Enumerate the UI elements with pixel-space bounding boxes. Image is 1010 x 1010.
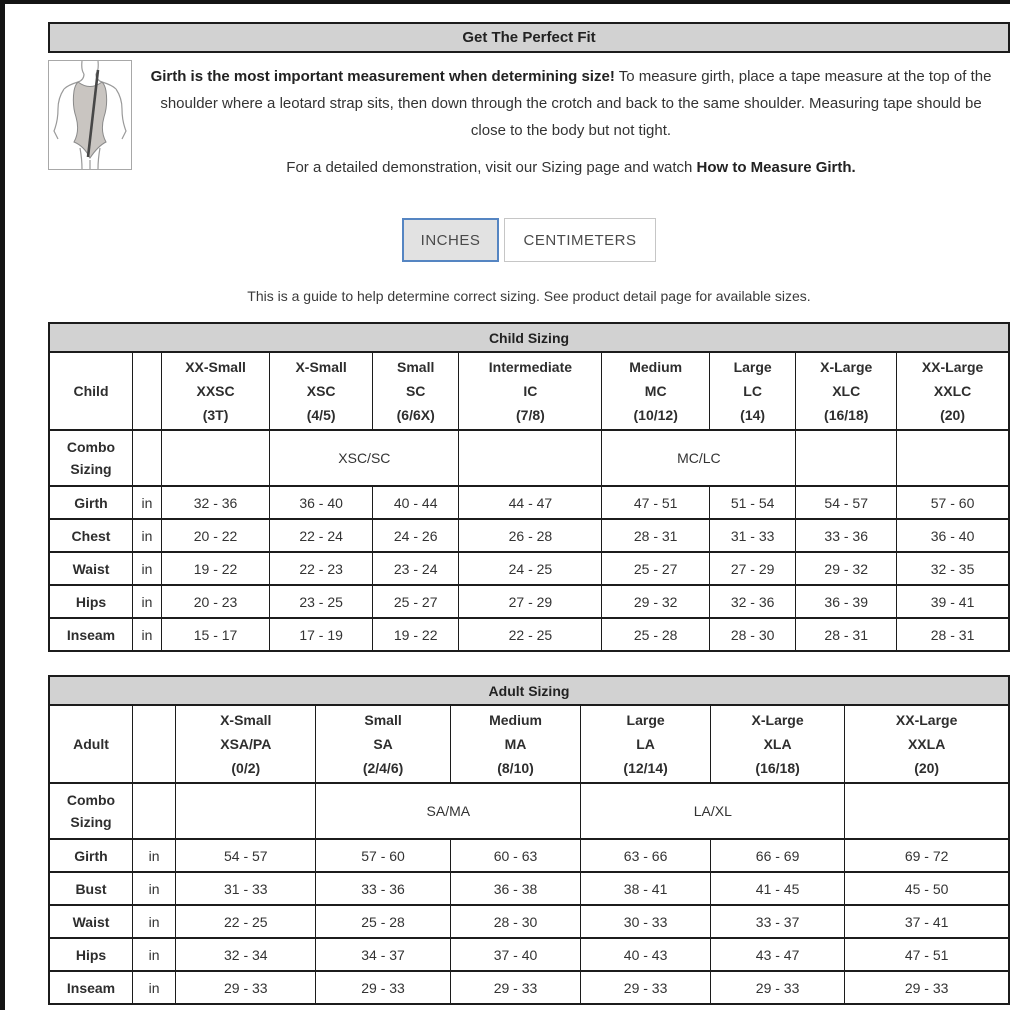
value-cell: 29 - 33 bbox=[316, 971, 450, 1004]
col-sizes: (8/10) bbox=[497, 760, 534, 776]
col-sizes: (20) bbox=[914, 760, 940, 776]
row-label: Waist bbox=[49, 552, 133, 585]
col-header-medium bbox=[450, 705, 581, 783]
empty-cell bbox=[796, 430, 897, 486]
col-name: Large bbox=[733, 359, 772, 375]
col-header-x-small bbox=[270, 352, 373, 430]
adult-combo-row bbox=[49, 783, 1009, 839]
col-sizes: (16/18) bbox=[824, 407, 869, 423]
adult-corner-label: Adult bbox=[49, 705, 133, 783]
row-label: Girth bbox=[49, 839, 133, 872]
value-cell: 20 - 22 bbox=[161, 519, 269, 552]
value-cell: 22 - 24 bbox=[270, 519, 373, 552]
value-cell: 54 - 57 bbox=[176, 839, 316, 872]
col-code: LA bbox=[636, 736, 655, 752]
intro-section bbox=[48, 60, 1010, 178]
value-cell: 30 - 33 bbox=[581, 905, 711, 938]
page-title: Get The Perfect Fit bbox=[48, 22, 1010, 53]
value-cell: 32 - 36 bbox=[709, 585, 795, 618]
empty-cell bbox=[133, 705, 176, 783]
unit-cell: in bbox=[133, 519, 162, 552]
col-header-xx-large bbox=[845, 705, 1009, 783]
value-cell: 63 - 66 bbox=[581, 839, 711, 872]
girth-measurement-figure bbox=[48, 60, 132, 170]
col-header-small bbox=[373, 352, 459, 430]
leotard-illustration-icon bbox=[49, 61, 131, 169]
value-cell: 19 - 22 bbox=[373, 618, 459, 651]
col-code: XXSC bbox=[196, 383, 235, 399]
value-cell: 29 - 32 bbox=[796, 552, 897, 585]
demo-line-text: For a detailed demonstration, visit our Sizing page and watch bbox=[286, 159, 697, 176]
col-sizes: (14) bbox=[740, 407, 766, 423]
empty-cell bbox=[897, 430, 1009, 486]
value-cell: 36 - 40 bbox=[270, 486, 373, 519]
col-name: Small bbox=[397, 359, 435, 375]
unit-cell: in bbox=[133, 905, 176, 938]
col-sizes: (6/6X) bbox=[396, 407, 435, 423]
col-sizes: (20) bbox=[940, 407, 966, 423]
value-cell: 33 - 37 bbox=[710, 905, 844, 938]
value-cell: 33 - 36 bbox=[796, 519, 897, 552]
value-cell: 41 - 45 bbox=[710, 872, 844, 905]
col-name: Medium bbox=[629, 359, 683, 375]
value-cell: 22 - 23 bbox=[270, 552, 373, 585]
col-code: XSA/PA bbox=[220, 736, 272, 752]
col-name: Intermediate bbox=[488, 359, 573, 375]
value-cell: 25 - 27 bbox=[602, 552, 710, 585]
adult-header-row bbox=[49, 705, 1009, 783]
unit-cell: in bbox=[133, 872, 176, 905]
value-cell: 29 - 33 bbox=[710, 971, 844, 1004]
child-chest-row bbox=[49, 519, 1009, 552]
adult-title-row bbox=[49, 676, 1009, 705]
value-cell: 37 - 40 bbox=[450, 938, 581, 971]
value-cell: 15 - 17 bbox=[161, 618, 269, 651]
value-cell: 32 - 34 bbox=[176, 938, 316, 971]
value-cell: 28 - 31 bbox=[897, 618, 1009, 651]
inches-button[interactable]: INCHES bbox=[402, 218, 499, 262]
value-cell: 37 - 41 bbox=[845, 905, 1009, 938]
row-label: Waist bbox=[49, 905, 133, 938]
col-code: SA bbox=[373, 736, 393, 752]
col-header-small bbox=[316, 705, 450, 783]
row-label: Inseam bbox=[49, 971, 133, 1004]
col-name: XX-Large bbox=[895, 712, 958, 728]
col-code: XXLC bbox=[933, 383, 972, 399]
empty-cell bbox=[459, 430, 602, 486]
value-cell: 38 - 41 bbox=[581, 872, 711, 905]
value-cell: 25 - 27 bbox=[373, 585, 459, 618]
value-cell: 29 - 33 bbox=[845, 971, 1009, 1004]
unit-cell: in bbox=[133, 938, 176, 971]
empty-cell bbox=[133, 430, 162, 486]
value-cell: 47 - 51 bbox=[845, 938, 1009, 971]
adult-sizing-table bbox=[48, 675, 1010, 1005]
value-cell: 47 - 51 bbox=[602, 486, 710, 519]
col-header-large bbox=[581, 705, 711, 783]
child-sizing-table bbox=[48, 322, 1010, 652]
value-cell: 36 - 40 bbox=[897, 519, 1009, 552]
col-sizes: (0/2) bbox=[231, 760, 261, 776]
window-frame-left bbox=[0, 0, 5, 1010]
value-cell: 25 - 28 bbox=[316, 905, 450, 938]
value-cell: 31 - 33 bbox=[176, 872, 316, 905]
value-cell: 36 - 38 bbox=[450, 872, 581, 905]
value-cell: 29 - 32 bbox=[602, 585, 710, 618]
col-code: MA bbox=[504, 736, 527, 752]
value-cell: 23 - 25 bbox=[270, 585, 373, 618]
child-waist-row bbox=[49, 552, 1009, 585]
col-code: XSC bbox=[306, 383, 336, 399]
value-cell: 22 - 25 bbox=[459, 618, 602, 651]
value-cell: 33 - 36 bbox=[316, 872, 450, 905]
col-code: XXLA bbox=[907, 736, 946, 752]
col-name: X-Large bbox=[820, 359, 873, 375]
row-label: Hips bbox=[49, 938, 133, 971]
col-header-xx-large bbox=[897, 352, 1009, 430]
col-code: XLA bbox=[763, 736, 792, 752]
value-cell: 39 - 41 bbox=[897, 585, 1009, 618]
value-cell: 34 - 37 bbox=[316, 938, 450, 971]
value-cell: 57 - 60 bbox=[897, 486, 1009, 519]
row-label: Bust bbox=[49, 872, 133, 905]
adult-girth-row bbox=[49, 839, 1009, 872]
centimeters-button[interactable]: CENTIMETERS bbox=[504, 218, 656, 262]
value-cell: 43 - 47 bbox=[710, 938, 844, 971]
guide-note: This is a guide to help determine correct sizing. See product detail page for available sizes. bbox=[247, 288, 811, 304]
value-cell: 51 - 54 bbox=[709, 486, 795, 519]
col-sizes: (12/14) bbox=[623, 760, 668, 776]
value-cell: 29 - 33 bbox=[176, 971, 316, 1004]
adult-inseam-row bbox=[49, 971, 1009, 1004]
adult-bust-row bbox=[49, 872, 1009, 905]
col-name: X-Small bbox=[295, 359, 347, 375]
value-cell: 66 - 69 bbox=[710, 839, 844, 872]
demo-line-bold: How to Measure Girth. bbox=[696, 159, 856, 176]
col-sizes: (16/18) bbox=[755, 760, 800, 776]
child-title-row bbox=[49, 323, 1009, 352]
unit-cell: in bbox=[133, 486, 162, 519]
girth-paragraph bbox=[142, 63, 1000, 144]
row-label: Inseam bbox=[49, 618, 133, 651]
value-cell: 29 - 33 bbox=[581, 971, 711, 1004]
unit-toggle bbox=[48, 218, 1010, 262]
value-cell: 60 - 63 bbox=[450, 839, 581, 872]
col-code: LC bbox=[743, 383, 762, 399]
sizing-page bbox=[48, 22, 1010, 1005]
unit-cell: in bbox=[133, 618, 162, 651]
col-sizes: (4/5) bbox=[306, 407, 336, 423]
row-label: Girth bbox=[49, 486, 133, 519]
value-cell: 32 - 36 bbox=[161, 486, 269, 519]
value-cell: 31 - 33 bbox=[709, 519, 795, 552]
value-cell: 23 - 24 bbox=[373, 552, 459, 585]
value-cell: 28 - 30 bbox=[709, 618, 795, 651]
col-sizes: (7/8) bbox=[516, 407, 545, 423]
col-header-x-large bbox=[710, 705, 844, 783]
col-name: Medium bbox=[489, 712, 542, 728]
intro-text bbox=[132, 60, 1010, 178]
unit-cell: in bbox=[133, 839, 176, 872]
col-sizes: (10/12) bbox=[633, 407, 678, 423]
demo-line bbox=[142, 158, 1000, 178]
value-cell: 20 - 23 bbox=[161, 585, 269, 618]
value-cell: 40 - 44 bbox=[373, 486, 459, 519]
col-header-medium bbox=[602, 352, 710, 430]
value-cell: 45 - 50 bbox=[845, 872, 1009, 905]
value-cell: 28 - 31 bbox=[796, 618, 897, 651]
girth-paragraph-body: To measure girth, place a tape measure at the top of the shoulder where a leotard strap sits, then down through the crotch and back to the same shoulder. Measuring tape should be close to the body but not tight. bbox=[160, 68, 992, 139]
combo-group-la-xl: LA/XL bbox=[581, 783, 845, 839]
value-cell: 19 - 22 bbox=[161, 552, 269, 585]
value-cell: 29 - 33 bbox=[450, 971, 581, 1004]
value-cell: 44 - 47 bbox=[459, 486, 602, 519]
value-cell: 69 - 72 bbox=[845, 839, 1009, 872]
adult-hips-row bbox=[49, 938, 1009, 971]
value-cell: 25 - 28 bbox=[602, 618, 710, 651]
value-cell: 28 - 31 bbox=[602, 519, 710, 552]
combo-sizing-label: Combo Sizing bbox=[49, 430, 133, 486]
adult-waist-row bbox=[49, 905, 1009, 938]
unit-cell: in bbox=[133, 971, 176, 1004]
col-header-x-large bbox=[796, 352, 897, 430]
unit-cell: in bbox=[133, 552, 162, 585]
col-name: XX-Small bbox=[185, 359, 246, 375]
value-cell: 24 - 25 bbox=[459, 552, 602, 585]
col-code: IC bbox=[523, 383, 538, 399]
value-cell: 54 - 57 bbox=[796, 486, 897, 519]
combo-group-mc-lc: MC/LC bbox=[602, 430, 796, 486]
col-name: XX-Large bbox=[921, 359, 984, 375]
girth-paragraph-lead: Girth is the most important measurement when determining size! bbox=[150, 68, 615, 85]
unit-cell: in bbox=[133, 585, 162, 618]
value-cell: 40 - 43 bbox=[581, 938, 711, 971]
child-girth-row bbox=[49, 486, 1009, 519]
col-header-large bbox=[709, 352, 795, 430]
value-cell: 27 - 29 bbox=[709, 552, 795, 585]
value-cell: 26 - 28 bbox=[459, 519, 602, 552]
col-name: Small bbox=[364, 712, 402, 728]
col-header-x-small bbox=[176, 705, 316, 783]
col-code: MC bbox=[644, 383, 667, 399]
col-name: X-Small bbox=[220, 712, 272, 728]
col-sizes: (2/4/6) bbox=[362, 760, 404, 776]
value-cell: 24 - 26 bbox=[373, 519, 459, 552]
combo-group-sa-ma: SA/MA bbox=[316, 783, 581, 839]
value-cell: 27 - 29 bbox=[459, 585, 602, 618]
empty-cell bbox=[133, 352, 162, 430]
empty-cell bbox=[845, 783, 1009, 839]
child-table-title: Child Sizing bbox=[49, 323, 1009, 352]
child-inseam-row bbox=[49, 618, 1009, 651]
child-hips-row bbox=[49, 585, 1009, 618]
col-code: XLC bbox=[832, 383, 861, 399]
empty-cell bbox=[176, 783, 316, 839]
row-label: Chest bbox=[49, 519, 133, 552]
value-cell: 17 - 19 bbox=[270, 618, 373, 651]
empty-cell bbox=[161, 430, 269, 486]
combo-group-xsc-sc: XSC/SC bbox=[270, 430, 459, 486]
row-label: Hips bbox=[49, 585, 133, 618]
combo-sizing-label: Combo Sizing bbox=[49, 783, 133, 839]
value-cell: 22 - 25 bbox=[176, 905, 316, 938]
col-header-xx-small bbox=[161, 352, 269, 430]
child-header-row bbox=[49, 352, 1009, 430]
col-sizes: (3T) bbox=[202, 407, 229, 423]
child-corner-label: Child bbox=[49, 352, 133, 430]
col-header-intermediate bbox=[459, 352, 602, 430]
col-name: Large bbox=[626, 712, 665, 728]
value-cell: 57 - 60 bbox=[316, 839, 450, 872]
value-cell: 36 - 39 bbox=[796, 585, 897, 618]
col-name: X-Large bbox=[751, 712, 804, 728]
child-combo-row bbox=[49, 430, 1009, 486]
adult-table-title: Adult Sizing bbox=[49, 676, 1009, 705]
col-code: SC bbox=[405, 383, 426, 399]
empty-cell bbox=[133, 783, 176, 839]
value-cell: 28 - 30 bbox=[450, 905, 581, 938]
value-cell: 32 - 35 bbox=[897, 552, 1009, 585]
window-frame-top bbox=[0, 0, 1010, 4]
